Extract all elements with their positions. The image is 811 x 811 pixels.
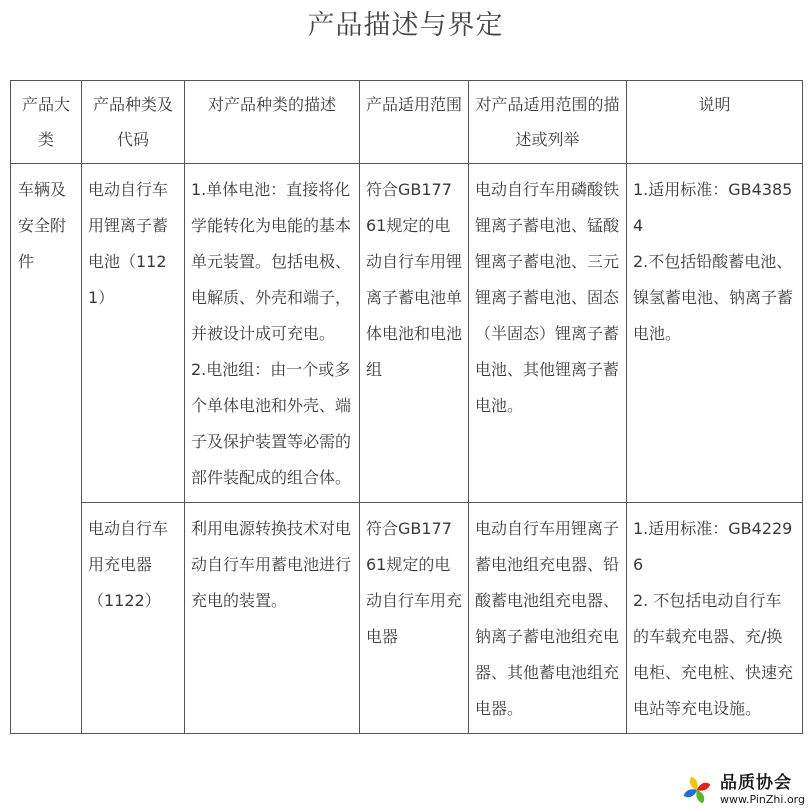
notes-cell: [627, 503, 803, 734]
description-line: 利用电源转换技术对电动自行车用蓄电池进行充电的装置。: [191, 519, 352, 610]
scope-cell: 符合GB17761规定的电动自行车用充电器: [360, 503, 469, 734]
table-row: [11, 164, 803, 503]
pinwheel-logo-icon: [678, 771, 716, 809]
watermark-url: www.PinZhi.org: [720, 793, 805, 806]
header-category: 产品大类: [11, 81, 82, 164]
description-cell: [185, 164, 360, 503]
logo-petal-yellow: [690, 777, 698, 790]
note-line: 2. 不包括电动自行车的车载充电器、充/换电柜、充电桩、快速充电站等充电设施。: [633, 591, 794, 718]
type-cell: 电动自行车用锂离子蓄电池（1121）: [82, 164, 185, 503]
logo-petal-green: [696, 790, 704, 803]
note-line: 1.适用标准：GB42296: [633, 519, 793, 574]
description-line: 2.电池组：由一个或多个单体电池和外壳、端子及保护装置等必需的部件装配成的组合体。: [191, 360, 352, 487]
category-cell: 车辆及安全附件: [11, 164, 82, 734]
logo-petal-red: [697, 783, 710, 791]
note-line: 1.适用标准：GB43854: [633, 180, 793, 235]
scope-detail-cell: 电动自行车用锂离子蓄电池组充电器、铅酸蓄电池组充电器、钠离子蓄电池组充电器、其他蓄电池组充电器。: [469, 503, 627, 734]
table-header-row: [11, 81, 803, 164]
logo-petal-blue: [684, 789, 697, 797]
product-definition-table: [10, 80, 803, 734]
header-notes: 说明: [627, 81, 803, 164]
scope-detail-cell: 电动自行车用磷酸铁锂离子蓄电池、锰酸锂离子蓄电池、三元锂离子蓄电池、固态（半固态）锂离子蓄电池、其他锂离子蓄电池。: [469, 164, 627, 503]
header-type-description: 对产品种类的描述: [185, 81, 360, 164]
type-cell: 电动自行车用充电器（1122）: [82, 503, 185, 734]
notes-cell: [627, 164, 803, 503]
watermark: [678, 771, 805, 809]
page-title: 产品描述与界定: [307, 10, 504, 41]
description-cell: [185, 503, 360, 734]
scope-cell: 符合GB17761规定的电动自行车用锂离子蓄电池单体电池和电池组: [360, 164, 469, 503]
header-scope: 产品适用范围: [360, 81, 469, 164]
description-line: 1.单体电池：直接将化学能转化为电能的基本单元装置。包括电极、电解质、外壳和端子，并被设计成可充电。: [191, 180, 352, 343]
header-type-code: 产品种类及代码: [82, 81, 185, 164]
note-line: 2.不包括铅酸蓄电池、镍氢蓄电池、钠离子蓄电池。: [633, 252, 794, 343]
table-row: [11, 503, 803, 734]
watermark-name: 品质协会: [720, 773, 792, 793]
header-scope-detail: 对产品适用范围的描述或列举: [469, 81, 627, 164]
